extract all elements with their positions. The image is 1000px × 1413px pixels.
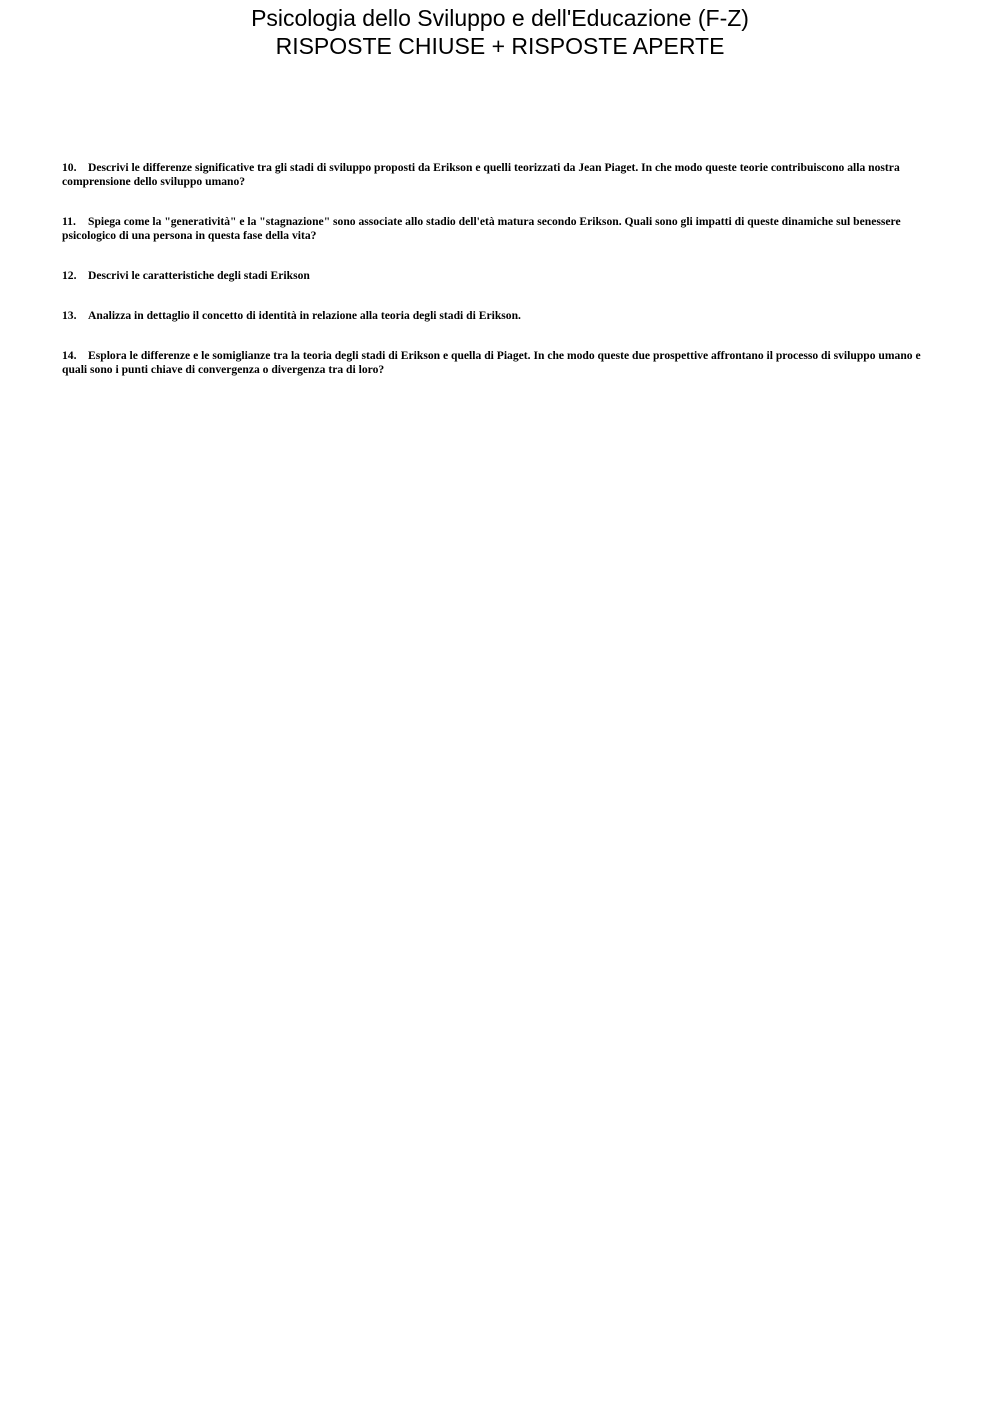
question-text: Analizza in dettaglio il concetto di identità in relazione alla teoria degli stadi di Erikson. (88, 309, 521, 322)
question-text: Descrivi le caratteristiche degli stadi Erikson (88, 269, 310, 282)
question-number: 12. (62, 269, 77, 282)
question-list (62, 161, 932, 377)
document-subtitle: RISPOSTE CHIUSE + RISPOSTE APERTE (275, 33, 725, 59)
question-text: Spiega come la "generatività" e la "stagnazione" sono associate allo stadio dell'età matura secondo Erikson. Quali sono gli impatti di queste dinamiche sul benessere psicologico di una persona in questa fase della vita? (62, 215, 901, 242)
question-item (62, 309, 932, 323)
question-item (62, 161, 932, 189)
document-title: Psicologia dello Sviluppo e dell'Educazione (F-Z) (251, 5, 749, 31)
question-number: 14. (62, 349, 77, 362)
question-number: 10. (62, 161, 77, 174)
question-item (62, 215, 932, 243)
question-text: Esplora le differenze e le somiglianze tra la teoria degli stadi di Erikson e quella di Piaget. In che modo queste due prospettive affrontano il processo di sviluppo umano e quali sono i punti chiave di convergenza o divergenza tra di loro? (62, 349, 921, 376)
question-number: 11. (62, 215, 76, 228)
question-item (62, 349, 932, 377)
question-text: Descrivi le differenze significative tra gli stadi di sviluppo proposti da Erikson e quelli teorizzati da Jean Piaget. In che modo queste teorie contribuiscono alla nostra comprensione dello sviluppo umano? (62, 161, 900, 188)
question-number: 13. (62, 309, 77, 322)
question-item (62, 269, 932, 283)
document-header (0, 4, 1000, 60)
